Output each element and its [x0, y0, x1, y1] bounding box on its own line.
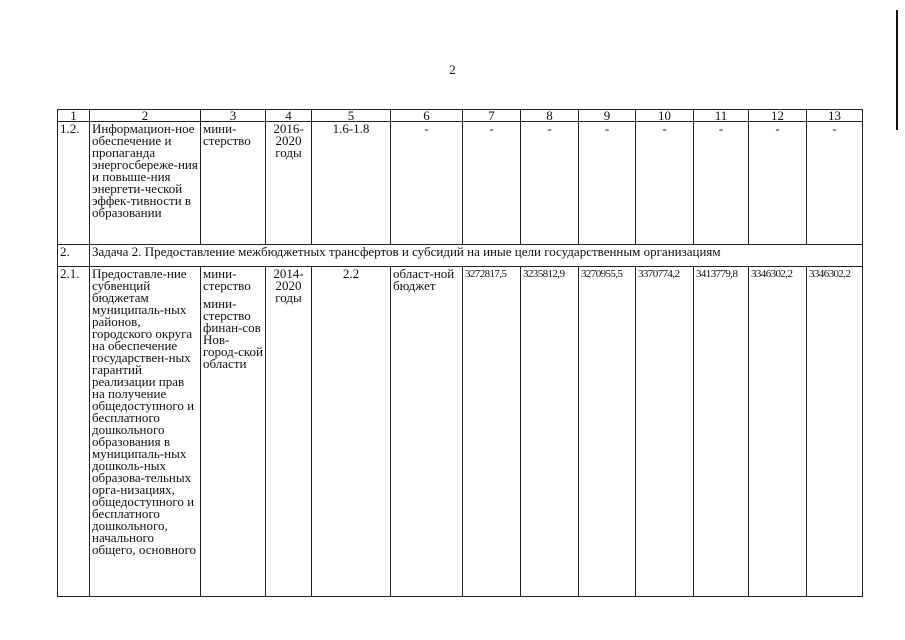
row-value: - — [521, 122, 579, 245]
table-row-2-1 — [58, 267, 863, 597]
column-header: 8 — [521, 110, 579, 122]
column-number-row — [58, 110, 863, 122]
row-value: 3346302,2 — [749, 267, 807, 597]
row-period: 2016-2020 годы — [266, 122, 312, 245]
program-table — [57, 109, 863, 597]
task-title: Задача 2. Предоставление межбюджетных трансфертов и субсидий на иные цели государственным организациям — [90, 245, 863, 267]
column-header: 3 — [201, 110, 266, 122]
row-executor: мини-стерство — [203, 266, 251, 293]
scan-edge-line — [896, 10, 898, 130]
row-value: - — [463, 122, 521, 245]
row-value: - — [749, 122, 807, 245]
row-executor-cell — [201, 267, 266, 597]
row-value: - — [579, 122, 636, 245]
task-row — [58, 245, 863, 267]
row-executor: мини-стерство — [201, 122, 266, 245]
row-number: 1.2. — [58, 122, 90, 245]
column-header: 11 — [694, 110, 749, 122]
column-header: 5 — [312, 110, 391, 122]
column-header: 10 — [636, 110, 694, 122]
row-description: Предоставле-ние субвенций бюджетам муниципаль-ных районов, городского округа на обеспечение государствен-ных гарантий реализации прав на получение общедоступного и бесплатного дошкольного образования в муниципаль-ных дошколь-ных образова-тельных орга-низациях, общедоступного и бесплатного дошкольного, начального общего, основного — [90, 267, 201, 597]
row-value: 3370774,2 — [636, 267, 694, 597]
row-executor-secondary: мини-стерство финан-сов Нов-город-ской области — [203, 296, 263, 371]
row-value: - — [636, 122, 694, 245]
row-indicator: 2.2 — [312, 267, 391, 597]
column-header: 9 — [579, 110, 636, 122]
row-period: 2014-2020 годы — [266, 267, 312, 597]
row-value: - — [807, 122, 863, 245]
column-header: 7 — [463, 110, 521, 122]
row-value: 3413779,8 — [694, 267, 749, 597]
row-source: област-ной бюджет — [391, 267, 463, 597]
column-header: 6 — [391, 110, 463, 122]
row-description: Информацион-ное обеспечение и пропаганда энергосбереже-ния и повыше-ния энергети-ческой эффек-тивности в образовании — [90, 122, 201, 245]
row-value: 3272817,5 — [463, 267, 521, 597]
column-header: 4 — [266, 110, 312, 122]
task-number: 2. — [58, 245, 90, 267]
column-header: 12 — [749, 110, 807, 122]
row-value: 3270955,5 — [579, 267, 636, 597]
row-value: - — [694, 122, 749, 245]
row-value: 3235812,9 — [521, 267, 579, 597]
column-header: 2 — [90, 110, 201, 122]
page-number: 2 — [449, 62, 456, 77]
column-header: 13 — [807, 110, 863, 122]
row-indicator: 1.6-1.8 — [312, 122, 391, 245]
table-row-1-2 — [58, 122, 863, 245]
row-number: 2.1. — [58, 267, 90, 597]
column-header: 1 — [58, 110, 90, 122]
row-source: - — [391, 122, 463, 245]
row-value: 3346302,2 — [807, 267, 863, 597]
